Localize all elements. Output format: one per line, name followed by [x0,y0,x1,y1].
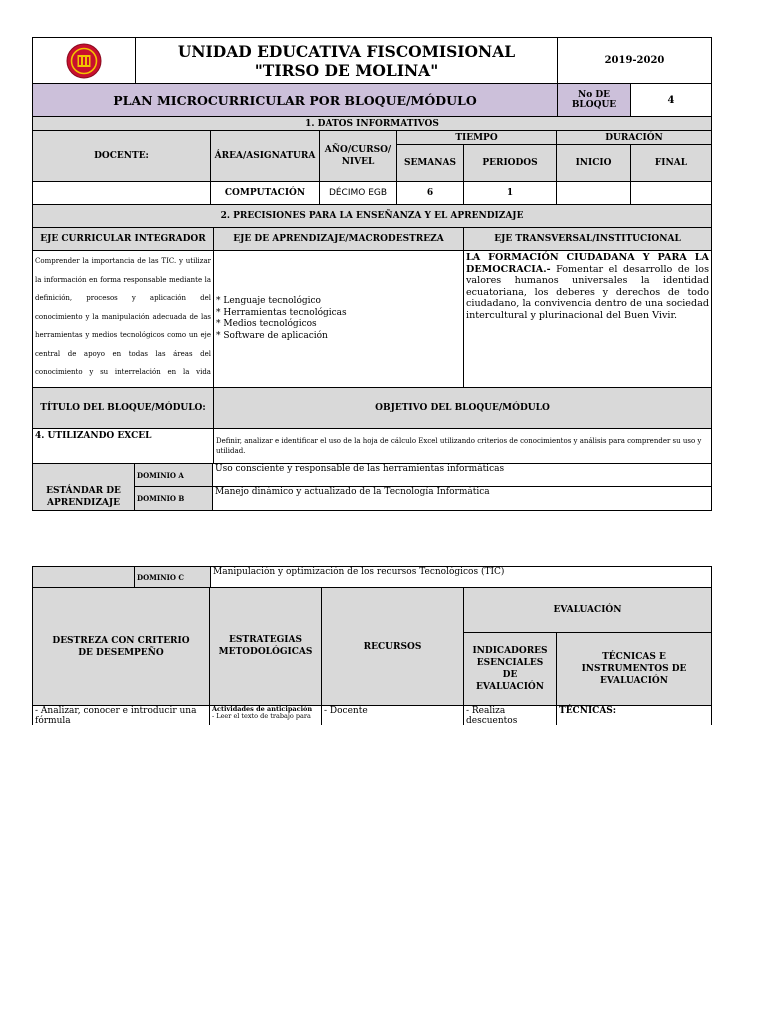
row1-tecnicas: TÉCNICAS: [556,705,712,725]
periodos-value: 1 [463,181,557,205]
eje-curricular-label: EJE CURRICULAR INTEGRADOR [32,227,214,251]
logo-cell [32,37,136,84]
section-datos-informativos: 1. DATOS INFORMATIVOS [32,116,712,131]
eje-aprendizaje-label: EJE DE APRENDIZAJE/MACRODESTREZA [213,227,464,251]
semanas-value: 6 [396,181,464,205]
nivel-label: AÑO/CURSO/ NIVEL [319,130,397,182]
area-value: COMPUTACIÓN [210,181,320,205]
block-number: 4 [630,83,712,117]
dominio-c-text: Manipulación y optimización de los recursos Tecnológicos (TIC) [210,566,712,588]
eje-transversal-heading: LA FORMACIÓN CIUDADANA Y PARA LA DEMOCRACIA.- [466,252,709,275]
section-precisiones: 2. PRECISIONES PARA LA ENSEÑANZA Y EL APRENDIZAJE [32,204,712,228]
docente-label: DOCENTE: [32,130,211,182]
estandar-label: ESTÁNDAR DE APRENDIZAJE [32,463,135,511]
objetivo-bloque-value: Definir, analizar e identificar el uso de la hoja de cálculo Excel utilizando criterios de conocimientos y análisis para comprender su uso y utilidad. [213,428,712,464]
inicio-label: INICIO [556,144,631,182]
list-item: * Medios tecnológicos [216,319,317,329]
eje-aprendizaje-cell [213,250,464,388]
eje-transversal-cell [463,250,712,388]
tecnicas-label: TÉCNICAS E INSTRUMENTOS DE EVALUACIÓN [556,632,712,706]
school-name: UNIDAD EDUCATIVA FISCOMISIONAL "TIRSO DE MOLINA" [135,37,558,84]
objetivo-bloque-label: OBJETIVO DEL BLOQUE/MÓDULO [213,387,712,429]
row1-recursos: - Docente [321,705,464,725]
dominio-b-label: DOMINIO B [134,486,213,511]
final-value [630,181,712,205]
indicadores-label: INDICADORES ESENCIALES DE EVALUACIÓN [463,632,557,706]
nivel-value: DÉCIMO EGB [319,181,397,205]
list-item: * Software de aplicación [216,330,328,341]
destreza-label: DESTREZA CON CRITERIO DE DESEMPEÑO [32,587,210,706]
row1-estrategias [209,705,322,725]
row1-estrategias-text: - Leer el texto de trabajo para [212,712,311,720]
row1-indicadores: - Realiza descuentos [463,705,557,725]
tiempo-label: TIEMPO [396,130,557,145]
estandar-continuation [32,566,135,588]
row1-estrategias-heading: Actividades de anticipación [212,705,313,713]
row1-destreza: - Analizar, conocer e introducir una fórmula [32,705,210,725]
eje-transversal-text: Fomentar el desarrollo de los valores humanos universales la identidad ecuatoriana, los deberes y derechos de todo ciudadano, la convivencia dentro de una sociedad intercultural y plurinacional del Buen Vivir. [466,263,709,321]
list-item: * Lenguaje tecnológico [216,296,321,306]
estrategias-label: ESTRATEGIAS METODOLÓGICAS [209,587,322,706]
dominio-a-text: Uso consciente y responsable de las herramientas informáticas [212,463,712,487]
eje-aprendizaje-list [216,296,347,342]
dominio-a-label: DOMINIO A [134,463,213,487]
dominio-b-text: Manejo dinámico y actualizado de la Tecnología Informática [212,486,712,511]
semanas-label: SEMANAS [396,144,464,182]
planning-first-row [32,705,712,726]
area-label: ÁREA/ASIGNATURA [210,130,320,182]
recursos-label: RECURSOS [321,587,464,706]
periodos-label: PERIODOS [463,144,557,182]
evaluacion-label: EVALUACIÓN [463,587,712,633]
titulo-bloque-value: 4. UTILIZANDO EXCEL [32,428,214,464]
duracion-label: DURACIÓN [556,130,712,145]
block-label: No DE BLOQUE [557,83,631,117]
final-label: FINAL [630,144,712,182]
list-item: * Herramientas tecnológicas [216,307,347,318]
docente-value [32,181,211,205]
eje-curricular-text: Comprender la importancia de las TIC. y utilizar la información en forma responsable mediante la definición, procesos y aplicación del conocimiento y la manipulación adecuada de las herramientas y medios tecnológicos como un eje central de apoyo en todas las áreas del conocimiento y su interrelación en la vida [32,250,214,388]
school-year: 2019-2020 [557,37,712,84]
school-crest-icon [66,43,102,79]
inicio-value [556,181,631,205]
titulo-bloque-label: TÍTULO DEL BLOQUE/MÓDULO: [32,387,214,429]
plan-title: PLAN MICROCURRICULAR POR BLOQUE/MÓDULO [32,83,558,117]
dominio-c-label: DOMINIO C [134,566,211,588]
eje-transversal-label: EJE TRANSVERSAL/INSTITUCIONAL [463,227,712,251]
